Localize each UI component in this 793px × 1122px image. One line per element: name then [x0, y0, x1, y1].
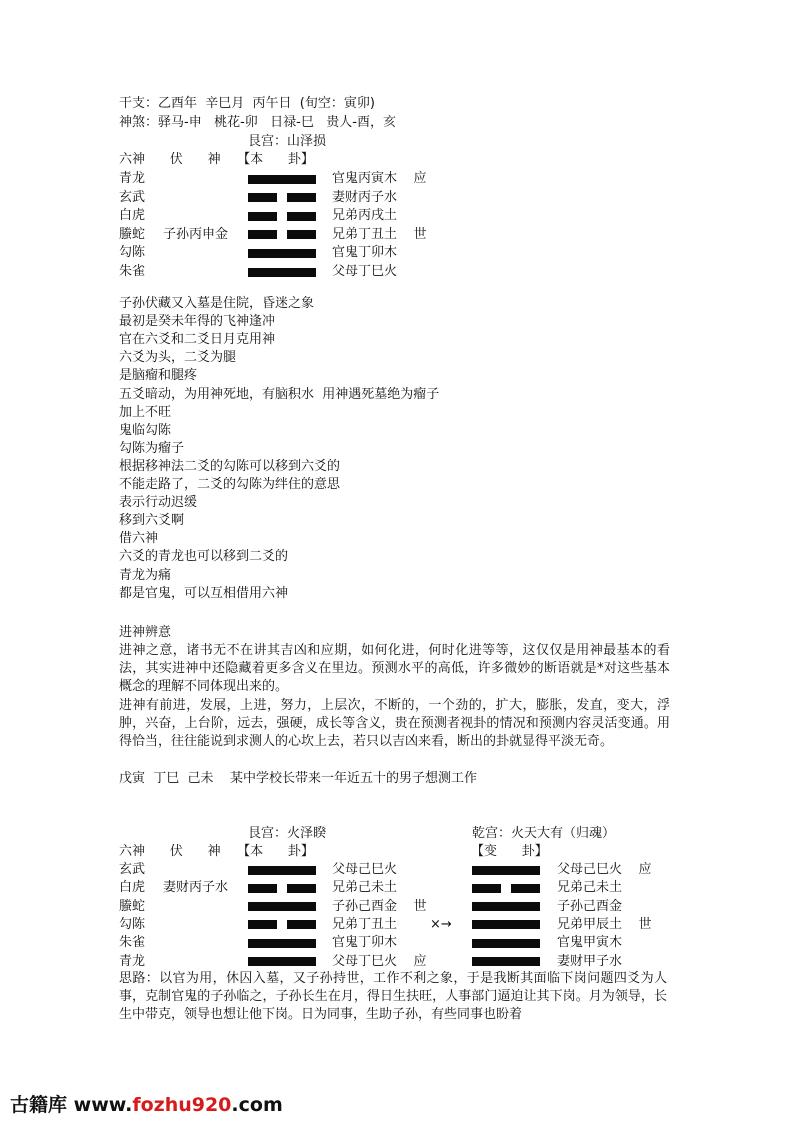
analysis-line: 移到六爻啊: [119, 513, 185, 529]
yang-line: [472, 939, 540, 948]
analysis-line: 子孙伏藏又入墓是住院，昏迷之象: [119, 296, 315, 311]
site-prefix: www.: [73, 1094, 133, 1116]
analysis-line: 勾陈为瘤子: [119, 440, 185, 456]
analysis-2: 思路：以官为用，休囚入墓，又子孙持世，工作不利之象，于是我断其面临下岗问题四爻为人事，克制官鬼的子孙临之，子孙长生在月，得日生扶旺，人事部门逼迫让其下岗。月为领导，长生中带克，领导也想让他下岗。日为同事，生助子孙，有些同事也盼着: [119, 971, 667, 1022]
column-header-2: 六神 伏 神 【本 卦】: [119, 844, 314, 859]
analysis-line: 青龙为痛: [119, 567, 172, 583]
analysis-line: 都是官鬼，可以互相借用六神: [119, 585, 289, 601]
site-suffix: .com: [231, 1094, 283, 1116]
section-title: 进神辨意: [119, 625, 172, 640]
palace-title-bian: 乾宫：火天大有（归魂）: [472, 826, 616, 841]
analysis-line: 表示行动迟缓: [119, 495, 198, 511]
liushen-label: 勾陈: [119, 916, 146, 932]
bian-yao-label: 官鬼甲寅木: [557, 935, 623, 951]
analysis-line: 借六神: [119, 531, 159, 547]
yao-label: 妻财丙子水: [332, 189, 398, 205]
yang-line: [472, 957, 540, 966]
fushen-label: 妻财丙子水: [163, 880, 229, 896]
yao-label: 兄弟丙戌土: [332, 208, 398, 224]
yin-line-left: [248, 193, 277, 202]
yin-line-left: [248, 212, 277, 221]
case-line: 戊寅 丁巳 己未 某中学校长带来一年近五十的男子想测工作: [119, 771, 478, 786]
yang-line: [248, 902, 316, 911]
yang-line: [248, 866, 316, 875]
liushen-label: 玄武: [119, 189, 146, 205]
yao-label: 兄弟丁丑土: [332, 916, 398, 932]
fushen-label: 子孙丙申金: [163, 226, 229, 242]
liushen-label: 螣蛇: [119, 226, 146, 242]
yin-line-right: [287, 212, 316, 221]
yin-line-left: [248, 230, 277, 239]
yin-line-right: [287, 920, 316, 929]
yao-label: 子孙己酉金 世: [332, 898, 427, 914]
column-header: 六神 伏 神 【本 卦】: [119, 152, 314, 167]
ganzhi-line: 干支：乙酉年 辛巳月 丙午日 (旬空：寅卯): [119, 96, 375, 111]
analysis-line: 最初是癸未年得的飞神逢冲: [119, 314, 276, 330]
analysis-line: 六爻的青龙也可以移到二爻的: [119, 549, 289, 565]
yang-line: [472, 902, 540, 911]
yao-label: 兄弟丁丑土 世: [332, 226, 427, 242]
brand-name: 古籍库: [10, 1094, 68, 1116]
footer-brand: [10, 1090, 283, 1117]
yin-line-left: [472, 884, 501, 893]
yang-line: [248, 175, 316, 184]
yin-line-right: [287, 193, 316, 202]
paragraph-1: 进神之意，诸书无不在讲其吉凶和应期，如何化进，何时化进等等，这仅仅是用神最基本的看法，其实进神中还隐藏着更多含义在里边。预测水平的高低，许多微妙的断语就是*对这些基本概念的理解不同体现出来的。: [119, 643, 670, 694]
shensha-line: 神煞：驿马-申 桃花-卯 日禄-巳 贵人-酉，亥: [119, 115, 396, 130]
analysis-line: 是脑瘤和腿疼: [119, 368, 198, 384]
yao-label: 父母丁巳火: [332, 264, 398, 279]
liushen-label: 勾陈: [119, 245, 146, 261]
bian-yao-label: 兄弟甲辰土 世: [557, 916, 652, 932]
yao-label: 父母丁巳火 应: [332, 953, 427, 969]
liushen-label: 白虎: [119, 208, 146, 224]
analysis-line: 六爻为头，二爻为腿: [119, 350, 237, 366]
yang-line: [248, 268, 316, 277]
yin-line-left: [248, 920, 277, 929]
analysis-line: 五爻暗动，为用神死地，有脑积水 用神遇死墓绝为瘤子: [119, 386, 440, 402]
palace-title-ben: 艮宫：火泽睽: [248, 826, 327, 841]
bian-yao-label: 妻财甲子水: [557, 953, 623, 969]
yin-line-right: [511, 884, 540, 893]
liushen-label: 青龙: [119, 171, 146, 186]
yao-label: 父母己巳火: [332, 862, 398, 877]
yao-label: 官鬼丁卯木: [332, 935, 398, 951]
liushen-label: 玄武: [119, 862, 146, 877]
analysis-line: 根据移神法二爻的勾陈可以移到六爻的: [119, 458, 341, 474]
yin-line-right: [287, 230, 316, 239]
bian-yao-label: 子孙己酉金: [557, 898, 623, 914]
site-name: fozhu920: [132, 1094, 232, 1116]
yang-line: [472, 920, 540, 929]
yao-label: 兄弟己未土: [332, 880, 398, 896]
liushen-label: 朱雀: [119, 264, 146, 279]
yao-label: 官鬼丁卯木: [332, 245, 398, 261]
liushen-label: 白虎: [119, 880, 146, 896]
liushen-label: 螣蛇: [119, 898, 146, 914]
analysis-line: 官在六爻和二爻日月克用神: [119, 332, 276, 348]
yin-line-left: [248, 884, 277, 893]
column-header-bian: 【变 卦】: [471, 844, 548, 859]
analysis-line: 不能走路了，二爻的勾陈为绊住的意思: [119, 477, 341, 492]
bian-yao-label: 兄弟己未土: [557, 880, 623, 896]
palace-title: 艮宫：山泽损: [248, 134, 327, 149]
yin-line-right: [287, 884, 316, 893]
yang-line: [248, 939, 316, 948]
analysis-line: 加上不旺: [119, 404, 172, 420]
yang-line: [472, 866, 540, 875]
yang-line: [248, 957, 316, 966]
paragraph-2: 进神有前进，发展，上进，努力，上层次，不断的，一个劲的，扩大，膨胀，发直，变大，浮肿，兴奋，上台阶，远去，强硬，成长等含义，贵在预测者视卦的情况和预测内容灵活变通。用得恰当，往往能说到求测人的心坎上去，若只以吉凶来看，断出的卦就显得平淡无奇。: [119, 698, 670, 749]
bian-yao-label: 父母己巳火 应: [557, 862, 652, 877]
moving-line-mark: ×→: [430, 917, 452, 932]
yang-line: [248, 249, 316, 258]
liushen-label: 朱雀: [119, 935, 146, 951]
yao-label: 官鬼丙寅木 应: [332, 171, 427, 186]
liushen-label: 青龙: [119, 953, 146, 969]
analysis-line: 鬼临勾陈: [119, 422, 172, 438]
